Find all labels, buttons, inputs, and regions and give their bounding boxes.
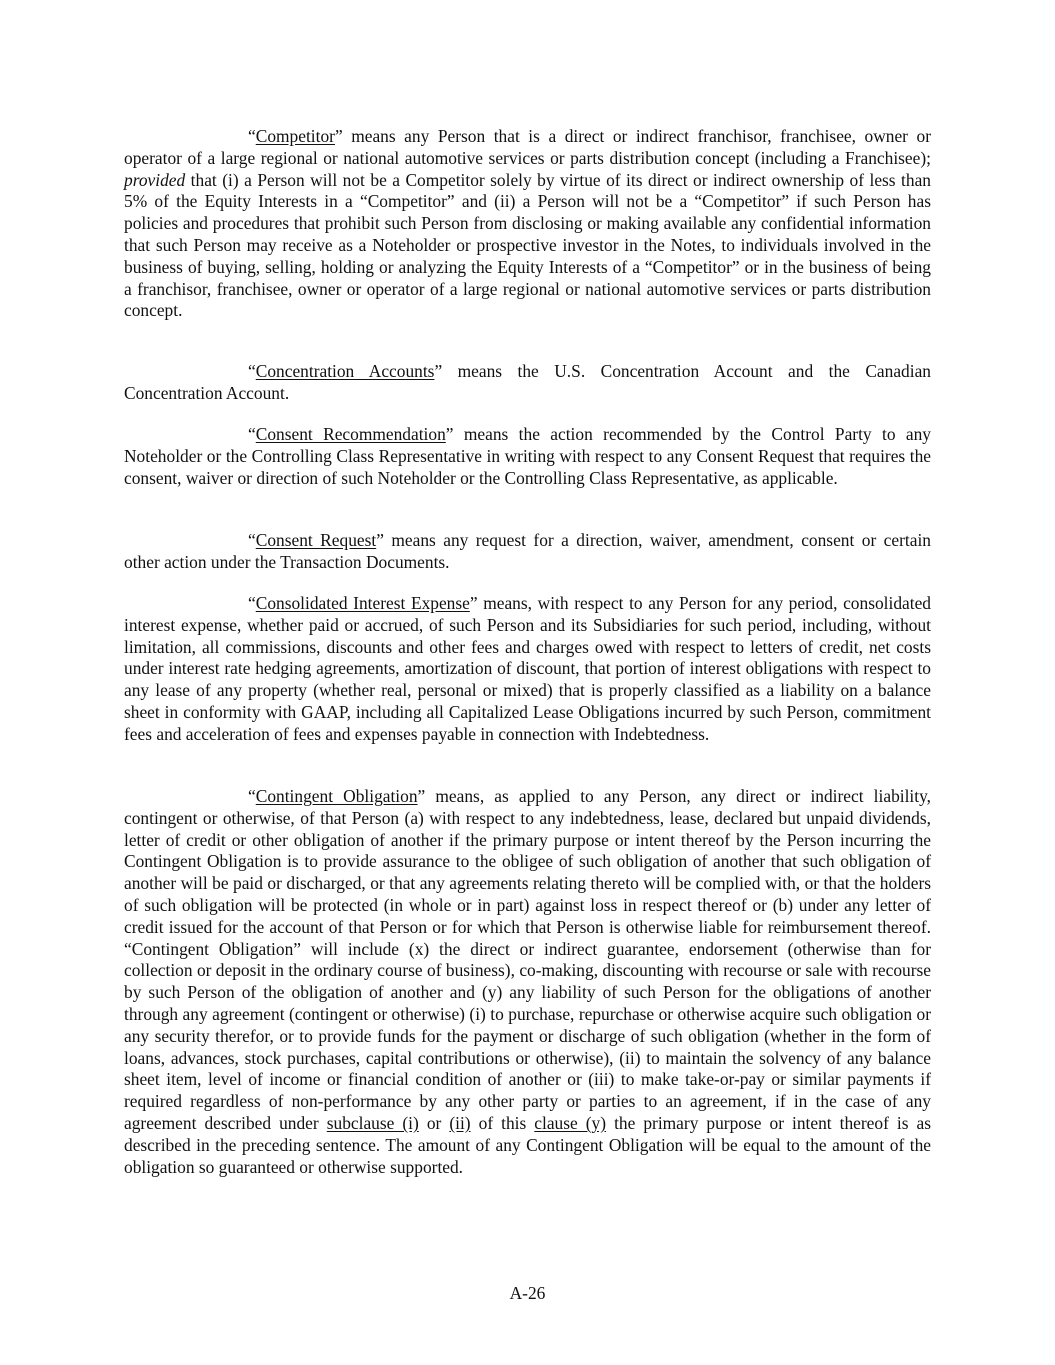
defined-term: Competitor	[255, 126, 335, 146]
definition-text: ” means, as applied to any Person, any direct or indirect liability, contingent or otherwise, of that Person (a) with respect to any indebtedness, lease, declared but unpaid dividends, letter of credit or other obligation of another if the primary purpose or intent thereof by the Person incurring the Contingent Obligation is to provide assurance to the obligee of such obligation of another that such obligation of another will be paid or discharged, or that any agreements relating thereto will be complied with, or that the holders of such obligation will be protected (in whole or in part) against loss in respect thereof or (b) under any letter of credit issued for the account of that Person or for which that Person is otherwise liable for reimbursement thereof. “Contingent Obligation” will include (x) the direct or indirect guarantee, endorsement (otherwise than for collection or deposit in the ordinary course of business), co-making, discounting with recourse or sale with recourse by such Person of the obligation of another and (y) any liability of such Person for the obligations of another through any agreement (contingent or otherwise) (i) to purchase, repurchase or otherwise acquire such obligation or any security therefor, or to provide funds for the payment or discharge of such obligation (whether in the form of loans, advances, stock purchases, capital contributions or otherwise), (ii) to maintain the solvency of any balance sheet item, level of income or financial condition of another or (iii) to make take-or-pay or similar payments if required regardless of non-performance by any other party or parties to an agreement, if in the case of any agreement described under	[124, 786, 932, 1133]
definition-text: ” means any Person that is a direct or indirect franchisor, franchisee, owner or operator of a large regional or national automotive services or parts distribution concept (including a Franchisee);	[124, 126, 931, 168]
page-number: A-26	[509, 1283, 546, 1303]
definition-consent-recommendation	[124, 424, 931, 489]
cross-reference: subclause (i)	[326, 1112, 419, 1133]
definition-competitor	[124, 126, 931, 322]
definition-text: ” means any request for a direction, waiver, amendment, consent or certain other action under the Transaction Documents.	[124, 530, 931, 572]
open-quote: “	[248, 593, 256, 613]
open-quote: “	[248, 530, 256, 550]
defined-term: Consent Recommendation	[255, 424, 446, 444]
cross-reference: clause (y)	[534, 1112, 607, 1133]
definition-text: ” means the action recommended by the Control Party to any Noteholder or the Controlling Class Representative in writing with respect to any Consent Request that requires the consent, waiver or direction of such Noteholder or the Controlling Class Representative, as applicable.	[124, 424, 931, 488]
open-quote: “	[248, 786, 256, 806]
defined-term: Contingent Obligation	[255, 786, 418, 806]
emphasis-text: provided	[124, 169, 186, 190]
defined-term: Consent Request	[255, 530, 377, 550]
definition-text: the primary purpose or intent thereof is as described in the preceding sentence. The amount of any Contingent Obligation will be equal to the amount of the obligation so guaranteed or otherwise supported.	[124, 1112, 932, 1177]
defined-term: Concentration Accounts	[255, 361, 435, 381]
definition-text: of this	[470, 1112, 535, 1133]
definition-text: ” means the U.S. Concentration Account and the Canadian Concentration Account.	[124, 361, 931, 403]
definition-consolidated-interest-expense	[124, 593, 931, 746]
definition-concentration-accounts	[124, 361, 931, 405]
open-quote: “	[248, 126, 256, 146]
defined-term: Consolidated Interest Expense	[255, 593, 470, 613]
open-quote: “	[248, 424, 256, 444]
definition-text: ” means, with respect to any Person for any period, consolidated interest expense, whether paid or accrued, of such Person and its Subsidiaries for such period, including, without limitation, all commissions, discounts and other fees and charges owed with respect to letters of credit, net costs under interest rate hedging agreements, amortization of discount, that portion of interest obligations with respect to any lease of any property (whether real, personal or mixed) that is properly classified as a liability on a balance sheet in conformity with GAAP, including all Capitalized Lease Obligations incurred by such Person, commitment fees and acceleration of fees and expenses payable in connection with Indebtedness.	[124, 593, 931, 744]
definition-consent-request	[124, 530, 931, 574]
definition-contingent-obligation	[124, 786, 931, 1178]
definition-text: or	[418, 1112, 450, 1133]
definition-text: that (i) a Person will not be a Competitor solely by virtue of its direct or indirect ownership of less than 5% of the Equity Interests in a “Competitor” and (ii) a Person will not be a “Competitor” if such Person has policies and procedures that prohibit such Person from disclosing or making available any confidential information that such Person may receive as a Noteholder or prospective investor in the Notes, to individuals involved in the business of buying, selling, holding or analyzing the Equity Interests of a “Competitor” or in the business of being a franchisor, franchisee, owner or operator of a large regional or national automotive services or parts distribution concept.	[124, 169, 931, 321]
cross-reference: (ii)	[449, 1112, 471, 1133]
open-quote: “	[248, 361, 256, 381]
